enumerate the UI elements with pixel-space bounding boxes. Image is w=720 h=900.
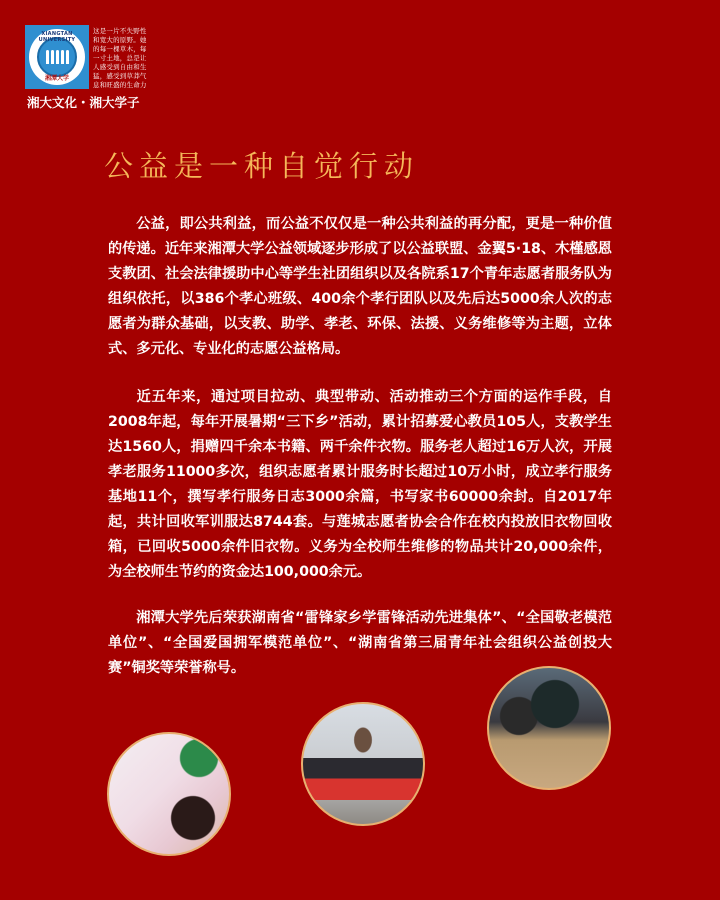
university-logo xyxy=(25,25,89,89)
logo-arches-icon xyxy=(37,37,77,77)
poem-line: 猛，感受到草莽气 xyxy=(93,72,147,80)
photo-caption xyxy=(489,762,609,780)
poem-line: 息和旺盛的生命力 xyxy=(93,81,147,89)
photo-group-banner xyxy=(301,702,425,826)
logo-ring-text: XIANGTAN UNIVERSITY xyxy=(38,31,76,43)
poem-line: 人感受到自由和生 xyxy=(93,63,147,71)
photo-repair-workshop xyxy=(487,666,611,790)
paragraph-text: 湘潭大学先后荣获湖南省“雷锋家乡学雷锋活动先进集体”、“全国敬老模范单位”、“全国爱国拥军模范单位”、“湖南省第三届青年社会组织公益创投大赛”铜奖等荣誉称号。 xyxy=(108,610,612,676)
page-title: 公益是一种自觉行动 xyxy=(104,149,420,183)
poem-line: 的每一棵草木，每 xyxy=(93,45,147,53)
photo-message-board xyxy=(107,732,231,856)
paragraph-text: 近五年来，通过项目拉动、典型带动、活动推动三个方面的运作手段，自2008年起，每年开展暑期“三下乡”活动，累计招募爱心教员105人，支教学生达1560人，捐赠四千余本书籍、两千余件衣物。服务老人超过16万人次，开展孝老服务11000多次，组织志愿者累计服务时长超过10万小时，成立孝行服务基地11个，撰写孝行服务日志3000余篇，书写家书60000余封。自2017年起，共计回收军训服达8744套。与莲城志愿者协会合作在校内投放旧衣物回收箱，已回收5000余件旧衣物。义务为全校师生维修的物品共计20,000余件，为全校师生节约的资金达100,000余元。 xyxy=(108,389,612,580)
poem-line: 和宽大的原野。她 xyxy=(93,36,147,44)
page-header xyxy=(25,25,175,110)
paragraph-text: 公益，即公共利益，而公益不仅仅是一种公共利益的再分配，更是一种价值的传递。近年来湘潭大学公益领域逐步形成了以公益联盟、金翼5·18、木槿感恩支教团、社会法律援助中心等学生社团组织以及各院系17个青年志愿者服务队为组织依托，以386个孝心班级、400余个孝行团队以及先后达5000余人次的志愿者为群众基础，以支教、助学、孝老、环保、法援、义务维修等为主题，立体式、多元化、专业化的志愿公益格局。 xyxy=(108,216,612,357)
logo-chinese-name: 湘潭大学 xyxy=(44,75,69,82)
photo-caption xyxy=(109,828,229,846)
poem-line: 一寸土地，总是让 xyxy=(93,54,147,62)
photo-caption xyxy=(303,789,423,816)
poem-line: 这是一片不失野性 xyxy=(93,27,147,35)
university-seal-icon xyxy=(29,29,85,85)
header-slogan: 湘大文化・湘大学子 xyxy=(27,95,140,110)
paragraph-intro xyxy=(108,212,612,362)
header-poem xyxy=(93,27,173,90)
paragraph-achievements xyxy=(108,385,612,585)
